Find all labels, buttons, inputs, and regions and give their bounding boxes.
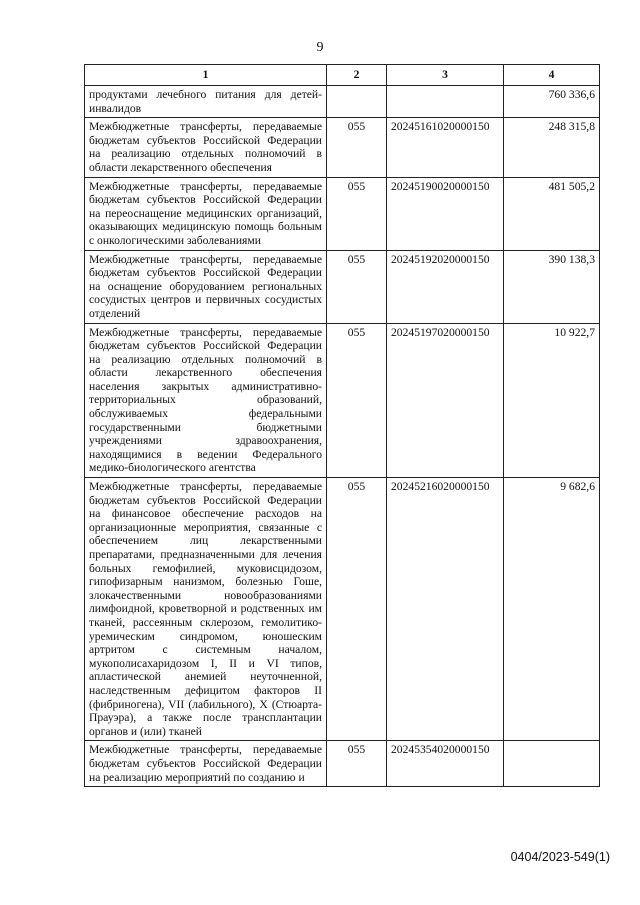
row-admin-code: 055	[327, 323, 387, 478]
table-row	[85, 741, 600, 787]
table-row	[85, 177, 600, 250]
table-row	[85, 86, 600, 118]
row-admin-code	[327, 86, 387, 118]
row-admin-code: 055	[327, 250, 387, 323]
column-header-1: 1	[85, 65, 327, 86]
footer-document-id: 0404/2023-549(1)	[510, 850, 610, 864]
row-classification-code: 20245192020000150	[387, 250, 504, 323]
row-amount: 481 505,2	[504, 177, 600, 250]
row-classification-code: 20245216020000150	[387, 478, 504, 741]
row-description: Межбюджетные трансферты, передаваемые бюджетам субъектов Российской Федерации на переоснащение медицинских организаций, оказывающих медицинскую помощь больным с онкологическими заболеваниями	[85, 177, 327, 250]
budget-table	[84, 64, 600, 787]
row-amount: 390 138,3	[504, 250, 600, 323]
column-header-3: 3	[387, 65, 504, 86]
row-admin-code: 055	[327, 478, 387, 741]
row-classification-code: 20245190020000150	[387, 177, 504, 250]
row-classification-code: 20245197020000150	[387, 323, 504, 478]
row-description: Межбюджетные трансферты, передаваемые бюджетам субъектов Российской Федерации на реализацию отдельных полномочий в области лекарственного обеспечения населения закрытых административно-территориальных образований, обслуживаемых федеральными государственными бюджетными учреждениями здравоохранения, находящимися в ведении Федерального медико-биологического агентства	[85, 323, 327, 478]
row-amount: 9 682,6	[504, 478, 600, 741]
column-header-4: 4	[504, 65, 600, 86]
row-description: Межбюджетные трансферты, передаваемые бюджетам субъектов Российской Федерации на оснащение оборудованием региональных сосудистых центров и первичных сосудистых отделений	[85, 250, 327, 323]
table-row	[85, 250, 600, 323]
row-classification-code: 20245161020000150	[387, 118, 504, 177]
row-admin-code: 055	[327, 741, 387, 787]
row-amount: 760 336,6	[504, 86, 600, 118]
row-amount	[504, 741, 600, 787]
row-amount: 10 922,7	[504, 323, 600, 478]
row-description: Межбюджетные трансферты, передаваемые бюджетам субъектов Российской Федерации на реализацию мероприятий по созданию и	[85, 741, 327, 787]
table-header-row	[85, 65, 600, 86]
column-header-2: 2	[327, 65, 387, 86]
row-classification-code	[387, 86, 504, 118]
page-number: 9	[316, 40, 324, 55]
row-amount: 248 315,8	[504, 118, 600, 177]
row-description: продуктами лечебного питания для детей-инвалидов	[85, 86, 327, 118]
row-admin-code: 055	[327, 177, 387, 250]
row-description: Межбюджетные трансферты, передаваемые бюджетам субъектов Российской Федерации на реализацию отдельных полномочий в области лекарственного обеспечения	[85, 118, 327, 177]
row-classification-code: 20245354020000150	[387, 741, 504, 787]
table-row	[85, 478, 600, 741]
table-row	[85, 118, 600, 177]
table-row	[85, 323, 600, 478]
row-admin-code: 055	[327, 118, 387, 177]
row-description: Межбюджетные трансферты, передаваемые бюджетам субъектов Российской Федерации на финансовое обеспечение расходов на организационные мероприятия, связанные с обеспечением лиц лекарственными препаратами, предназначенными для лечения больных гемофилией, муковисцидозом, гипофизарным нанизмом, болезнью Гоше, злокачественными новообразованиями лимфоидной, кроветворной и родственных им тканей, рассеянным склерозом, гемолитико-уремическим синдромом, юношеским артритом с системным началом, мукополисахаридозом I, II и VI типов, апластической анемией неуточненной, наследственным дефицитом факторов II (фибриногена), VII (лабильного), X (Стюарта-Прауэра), а также после трансплантации органов и (или) тканей	[85, 478, 327, 741]
